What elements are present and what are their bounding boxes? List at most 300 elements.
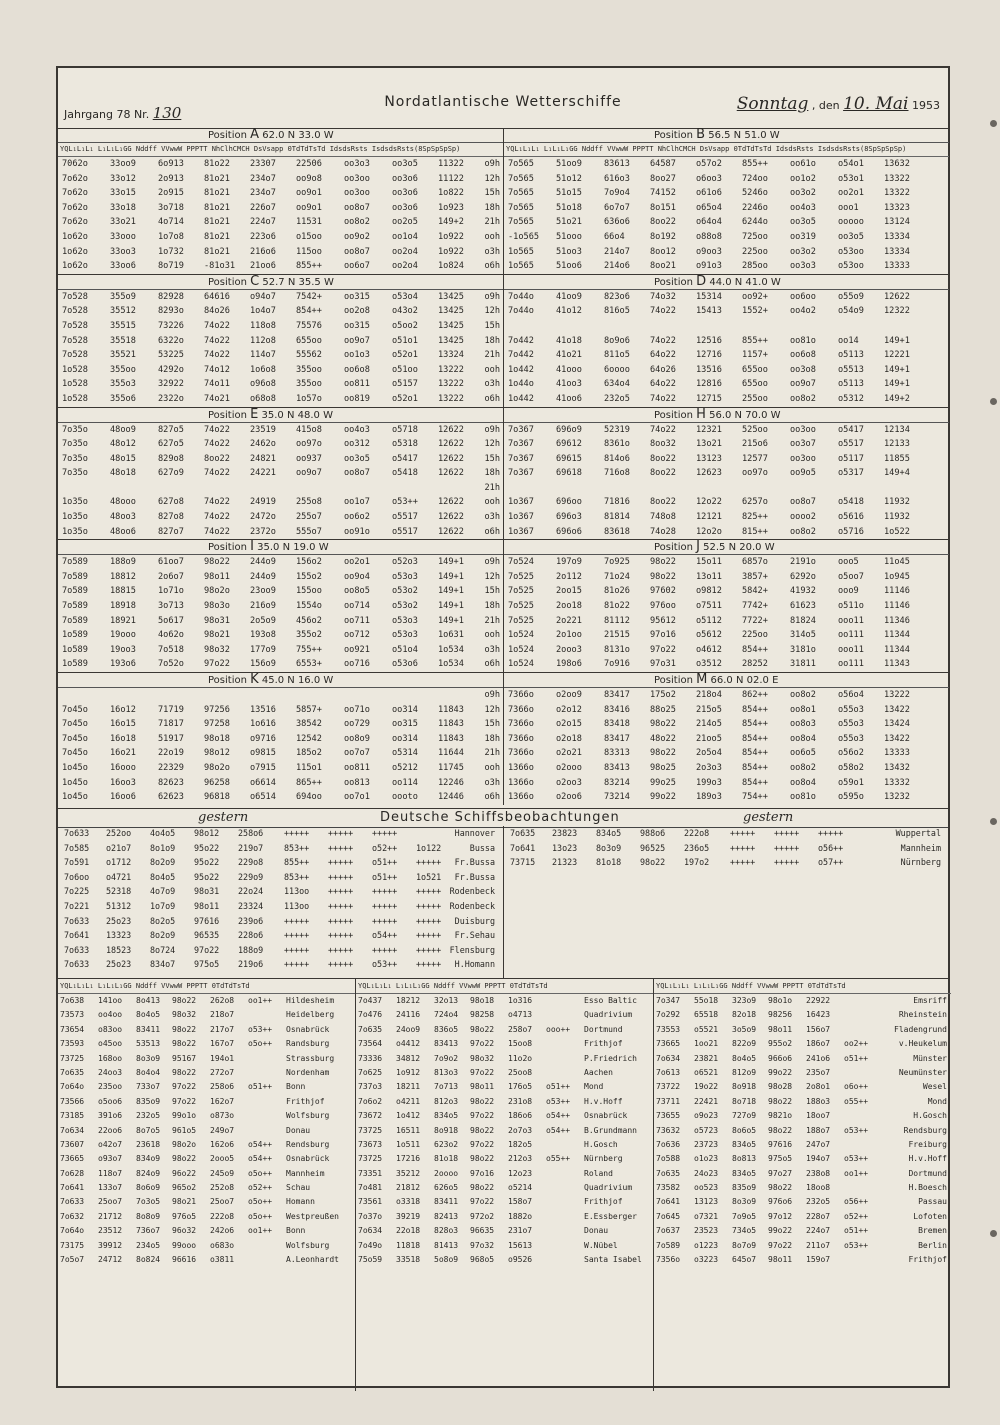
obs-cell: 24221 — [250, 468, 276, 479]
obs-cell: 7o565 — [508, 159, 534, 169]
obs-cell: 1o71o — [158, 586, 184, 597]
obs-cell: 24821 — [250, 453, 276, 464]
obs-cell: 7o62o — [62, 217, 88, 228]
report-cell: 8o6o9 — [136, 1183, 161, 1193]
obs-cell: oo319 — [790, 231, 816, 242]
report-cell: 97o16 — [470, 1168, 495, 1178]
obs-cell: 13425 — [438, 335, 464, 346]
obs-cell: 355o2 — [296, 630, 322, 641]
obs-cell: 12816 — [696, 379, 722, 390]
ds-cell: +++++ — [328, 828, 354, 838]
ship-name: Mannheim — [900, 842, 941, 853]
observation-row — [504, 599, 949, 614]
ds-cell: 18523 — [106, 944, 132, 955]
obs-cell: oo2o4 — [392, 261, 418, 272]
obs-cell: 13222 — [438, 364, 464, 375]
obs-cell: 48oo3 — [110, 512, 136, 523]
position-letter: J — [696, 539, 700, 555]
ship-name: H.v.Hoff — [908, 1154, 947, 1164]
ds-cell: 7o225 — [64, 886, 90, 897]
observation-row — [504, 157, 949, 172]
report-cell: 97o22 — [172, 1096, 197, 1106]
obs-cell: 8o151 — [650, 202, 676, 213]
ds-cell: +++++ — [372, 900, 398, 911]
observation-row — [504, 761, 949, 776]
report-cell: 7o633 — [60, 1197, 85, 1207]
obs-cell: 1o524 — [508, 644, 534, 655]
ds-cell: 21323 — [552, 857, 578, 868]
left-positions-column — [58, 128, 504, 805]
observation-row — [58, 790, 503, 805]
ship-report-row — [654, 1008, 951, 1022]
obs-cell: 13124 — [884, 217, 910, 228]
observation-row — [58, 688, 503, 703]
position-coords: 44.0 N 41.0 W — [709, 276, 781, 288]
obs-cell: o6614 — [250, 777, 276, 788]
obs-cell: 66o4 — [604, 231, 625, 242]
ds-cell: 96525 — [640, 842, 666, 853]
obs-cell: 725oo — [742, 231, 768, 242]
report-cell: 22421 — [694, 1096, 719, 1106]
report-cell: 218o7 — [210, 1010, 235, 1020]
obs-cell: 88o25 — [650, 704, 676, 715]
ship-report-row — [58, 1210, 355, 1224]
report-cell: 7o628 — [60, 1168, 85, 1178]
ship-name: B.Grundmann — [584, 1125, 637, 1135]
obs-cell: o7915 — [250, 762, 276, 773]
obs-cell: 41ooo — [556, 364, 582, 375]
obs-cell: 81o21 — [204, 173, 230, 184]
report-cell: 8o7o5 — [136, 1125, 161, 1135]
obs-cell: oo8o2 — [344, 217, 370, 228]
report-cell: 212o3 — [508, 1154, 533, 1164]
obs-cell: 1o528 — [62, 379, 88, 390]
obs-cell: 12622 — [438, 453, 464, 464]
report-cell: 73672 — [358, 1111, 383, 1121]
position-coords: 52.5 N 20.0 W — [703, 542, 775, 554]
obs-cell: 1o732 — [158, 246, 184, 257]
obs-cell: 7o45o — [62, 719, 88, 730]
obs-cell: 8o192 — [650, 231, 676, 242]
obs-cell: oo2o5 — [392, 217, 418, 228]
ship-name: Mond — [927, 1096, 947, 1106]
obs-cell: 48o22 — [650, 733, 676, 744]
report-cell: 812o3 — [434, 1096, 459, 1106]
obs-hour: 12h — [484, 704, 500, 715]
ds-section-header — [58, 808, 948, 828]
report-cell: 7o9o5 — [732, 1211, 757, 1221]
position-coords: 56.5 N 51.0 W — [708, 130, 780, 141]
ds-cell: +++++ — [730, 828, 756, 838]
observation-row — [504, 201, 949, 216]
obs-cell: 2o1oo — [556, 630, 582, 641]
obs-cell: 97o31 — [650, 659, 676, 670]
obs-cell: 51917 — [158, 733, 184, 744]
observation-row — [58, 157, 503, 172]
ds-cell: +++++ — [774, 828, 800, 838]
obs-cell: 12221 — [884, 350, 910, 361]
obs-cell: 1o534 — [438, 644, 464, 655]
obs-cell: 84o26 — [204, 306, 230, 317]
obs-cell: oo937 — [296, 453, 322, 464]
obs-cell: o7511 — [696, 601, 722, 612]
report-cell: 24116 — [396, 1010, 421, 1020]
ds-cell: +++++ — [284, 959, 310, 970]
obs-cell: 64o22 — [650, 379, 676, 390]
report-cell: 97o22 — [470, 1067, 495, 1077]
obs-cell: 13322 — [884, 188, 910, 199]
ds-cell: 8o1o9 — [150, 842, 176, 853]
report-cell: 234o5 — [136, 1240, 161, 1250]
obs-cell: 21515 — [604, 630, 630, 641]
obs-cell: 2o112 — [556, 571, 582, 582]
obs-cell: 35515 — [110, 320, 136, 331]
ds-cell: 229o8 — [238, 857, 264, 868]
obs-cell: 12446 — [438, 792, 464, 803]
ds-cell: o56++ — [818, 842, 844, 853]
obs-cell: 1o442 — [508, 364, 534, 375]
obs-cell: 11531 — [296, 217, 322, 228]
report-cell: 7o632 — [60, 1211, 85, 1221]
obs-cell: 13425 — [438, 291, 464, 302]
obs-cell: o6514 — [250, 792, 276, 803]
observation-row — [504, 703, 949, 718]
ship-name: Fr.Bussa — [454, 871, 495, 882]
ship-name: Osnabrück — [584, 1111, 628, 1121]
obs-cell: 3o718 — [158, 202, 184, 213]
report-cell: 7o635 — [60, 1067, 85, 1077]
ds-cell: +++++ — [328, 871, 354, 882]
ship-name: Fr.Sehau — [454, 930, 495, 941]
obs-cell: oo6oo — [790, 291, 816, 302]
ds-cell: 8o724 — [150, 944, 176, 955]
obs-cell: 3857+ — [742, 571, 768, 582]
report-cell: o873o — [210, 1111, 235, 1121]
obs-cell: 48o15 — [110, 453, 136, 464]
report-cell: 232o5 — [136, 1111, 161, 1121]
obs-cell: 2191o — [790, 557, 816, 568]
report-cell: 97o12 — [768, 1211, 793, 1221]
obs-cell: 1o6o8 — [250, 364, 276, 375]
obs-cell: o2o21 — [556, 748, 582, 759]
observation-row — [504, 555, 949, 570]
obs-cell: oo8o7 — [344, 202, 370, 213]
obs-cell: 7366o — [508, 748, 534, 759]
report-cell: 73185 — [60, 1111, 85, 1121]
obs-cell: 7o565 — [508, 188, 534, 199]
obs-cell: 2o221 — [556, 615, 582, 626]
obs-cell: 7o442 — [508, 350, 534, 361]
obs-hour: 15h — [484, 188, 500, 199]
report-cell: 1o316 — [508, 996, 533, 1005]
ds-cell: 975o5 — [194, 959, 220, 970]
report-cell: 73553 — [656, 1024, 681, 1034]
position-label — [58, 672, 503, 688]
position-letter: I — [250, 539, 254, 555]
obs-cell: oo315 — [344, 291, 370, 302]
ds-cell: 4o7o9 — [150, 886, 176, 897]
obs-cell: 74o22 — [650, 335, 676, 346]
obs-cell: 1o7o8 — [158, 231, 184, 242]
obs-cell: 7o589 — [62, 601, 88, 612]
report-cell: 34812 — [396, 1053, 421, 1063]
report-cell: 824o9 — [136, 1168, 161, 1178]
obs-cell: 21oo5 — [696, 733, 722, 744]
obs-cell: oo3o6 — [392, 202, 418, 213]
ds-cell: +++++ — [416, 944, 442, 955]
ship-name: Hildesheim — [286, 996, 335, 1005]
report-cell: 98258 — [470, 1010, 495, 1020]
obs-cell: 11843 — [438, 719, 464, 730]
obs-cell: o53o4 — [392, 291, 418, 302]
ship-report-row — [654, 1109, 951, 1123]
ship-report-row — [654, 1095, 951, 1109]
observation-row — [58, 348, 503, 363]
position-letter: M — [696, 672, 708, 687]
report-cell: 8o918 — [434, 1125, 459, 1135]
obs-cell: 1o62o — [62, 231, 88, 242]
ship-report-row — [654, 1124, 951, 1138]
obs-cell: oo8o2 — [790, 690, 816, 700]
observation-row — [58, 245, 503, 260]
ds-cell: 7o633 — [64, 915, 90, 926]
obs-cell: 74o32 — [650, 291, 676, 302]
obs-cell: o15oo — [296, 231, 322, 242]
obs-cell: 81o21 — [204, 202, 230, 213]
obs-cell: 74o22 — [204, 468, 230, 479]
obs-cell: oo2o8 — [344, 306, 370, 317]
observation-row — [58, 628, 503, 643]
obs-cell: 73226 — [158, 320, 184, 331]
report-cell: 24oo3 — [98, 1067, 123, 1077]
obs-cell: o2oo3 — [556, 777, 582, 788]
ship-name: Wesel — [922, 1082, 947, 1092]
report-cell: o683o — [210, 1240, 235, 1250]
den-label: , den — [811, 99, 840, 112]
obs-cell: 41oo6 — [556, 393, 582, 404]
observation-row — [504, 437, 949, 452]
report-cell: 98o2o — [172, 1139, 197, 1149]
obs-cell: oo4o2 — [790, 306, 816, 317]
obs-cell: 13424 — [884, 719, 910, 730]
obs-hour: o9h — [484, 690, 500, 700]
report-cell: 7o588 — [656, 1154, 681, 1164]
obs-cell: oo9o1 — [296, 188, 322, 199]
obs-cell: 7o525 — [508, 586, 534, 597]
observation-row — [58, 186, 503, 201]
report-cell: ooo++ — [546, 1024, 571, 1034]
ship-report-row — [356, 1138, 653, 1152]
ds-cell: 853++ — [284, 871, 310, 882]
report-cell: o54++ — [546, 1125, 571, 1135]
obs-cell: 6553+ — [296, 659, 322, 670]
obs-cell: oo97o — [296, 439, 322, 450]
obs-cell: o2o12 — [556, 704, 582, 715]
obs-cell: 81814 — [604, 512, 630, 523]
obs-cell: 7o62o — [62, 173, 88, 184]
obs-cell: 814o6 — [604, 453, 630, 464]
observation-row — [504, 230, 949, 245]
obs-cell: 51oo6 — [556, 261, 582, 272]
report-cell: 834o9 — [136, 1154, 161, 1164]
report-cell: 141oo — [98, 996, 123, 1005]
obs-cell: 149+1 — [438, 615, 464, 626]
obs-cell: 33oo6 — [110, 261, 136, 272]
observation-row — [58, 259, 503, 274]
report-cell: o55++ — [546, 1154, 571, 1164]
obs-cell: 62623 — [158, 792, 184, 803]
report-cell: 249o7 — [210, 1125, 235, 1135]
obs-cell: oo6o8 — [790, 350, 816, 361]
obs-cell: 214o5 — [696, 719, 722, 730]
obs-cell: 696oo — [556, 497, 582, 508]
report-cell: 272o7 — [210, 1067, 235, 1077]
obs-cell: o5314 — [392, 748, 418, 759]
obs-cell: 13425 — [438, 320, 464, 331]
observation-row — [504, 319, 949, 334]
ds-cell: 1o122 — [416, 842, 442, 853]
obs-cell: 112o8 — [250, 335, 276, 346]
ds-row — [504, 841, 949, 856]
obs-cell: oo6o8 — [344, 364, 370, 375]
obs-hour: 18h — [484, 202, 500, 213]
obs-cell: oo2o1 — [838, 188, 864, 199]
ship-name: Bussa — [469, 842, 495, 853]
report-cell: 7o64o — [60, 1082, 85, 1092]
obs-cell: 6857o — [742, 557, 768, 568]
ds-cell: +++++ — [372, 915, 398, 926]
ds-cell: 988o6 — [640, 828, 666, 838]
obs-cell: o53o3 — [392, 630, 418, 641]
obs-cell: 69615 — [556, 453, 582, 464]
obs-cell: 1o565 — [508, 261, 534, 272]
report-cell: 118o7 — [98, 1168, 123, 1178]
ds-cell: +++++ — [774, 857, 800, 868]
report-cell: 133o7 — [98, 1183, 123, 1193]
report-cell: 7o6o2 — [358, 1096, 383, 1106]
obs-cell: o56o2 — [838, 748, 864, 759]
obs-cell: 18921 — [110, 615, 136, 626]
ds-cell: +++++ — [372, 886, 398, 897]
report-cell: 961o5 — [172, 1125, 197, 1135]
report-cell: 99ooo — [172, 1240, 197, 1250]
report-cell: o53++ — [844, 1240, 869, 1250]
report-cell: 15oo8 — [508, 1039, 533, 1049]
obs-cell: 1o824 — [438, 261, 464, 272]
obs-cell: 33oo3 — [110, 246, 136, 257]
obs-cell: oo711 — [344, 615, 370, 626]
report-cell: 182o5 — [508, 1139, 533, 1149]
position-label — [58, 128, 503, 143]
report-cell: 98o22 — [172, 1039, 197, 1049]
obs-cell: 7o525 — [508, 615, 534, 626]
obs-cell: 7o45o — [62, 748, 88, 759]
obs-cell: 2oo15 — [556, 586, 582, 597]
obs-cell: o2o18 — [556, 733, 582, 744]
report-cell: 835o9 — [136, 1096, 161, 1106]
ds-cell: 23823 — [552, 828, 578, 838]
obs-cell: o53oo — [838, 261, 864, 272]
ship-name: H.v.Hoff — [584, 1096, 623, 1106]
ship-name: H.Gosch — [913, 1111, 947, 1121]
obs-cell: 6o913 — [158, 159, 184, 169]
obs-cell: 827o7 — [158, 526, 184, 537]
obs-cell: 1o442 — [508, 393, 534, 404]
obs-cell: oo921 — [344, 644, 370, 655]
ds-cell: +++++ — [328, 915, 354, 926]
obs-cell: o5113 — [838, 350, 864, 361]
report-cell: 7o64o — [60, 1226, 85, 1236]
obs-cell: o5517 — [838, 439, 864, 450]
obs-cell: oo3o3 — [344, 159, 370, 169]
report-cell: 18212 — [396, 996, 421, 1005]
obs-cell: 118o8 — [250, 320, 276, 331]
obs-cell: o511o — [838, 601, 864, 612]
ship-name: Nürnberg — [900, 857, 941, 868]
report-cell: 813o3 — [434, 1067, 459, 1077]
ds-cell: o57++ — [818, 857, 844, 868]
report-cell: 98o32 — [172, 1010, 197, 1020]
obs-cell: 8oo22 — [650, 468, 676, 479]
ship-name: Lofoten — [913, 1211, 947, 1221]
obs-cell: 1o565 — [508, 246, 534, 257]
report-cell: 99o1o — [172, 1111, 197, 1121]
obs-cell: oo97o — [742, 468, 768, 479]
obs-cell: 81o22 — [604, 601, 630, 612]
obs-hour: 15h — [484, 320, 500, 331]
report-cell: 834o5 — [732, 1168, 757, 1178]
ds-row — [58, 899, 503, 914]
report-cell: o51++ — [844, 1226, 869, 1236]
obs-cell: 198o6 — [556, 659, 582, 670]
report-cell: 21812 — [396, 1183, 421, 1193]
observation-row — [58, 215, 503, 230]
report-cell: 258o7 — [508, 1024, 533, 1034]
obs-cell: 149+1 — [438, 557, 464, 568]
obs-cell: 2o915 — [158, 188, 184, 199]
observation-row — [58, 732, 503, 747]
position-word: Position — [654, 542, 693, 554]
observation-row — [58, 657, 503, 672]
ship-report-row — [356, 1224, 653, 1238]
report-cell: o3811 — [210, 1255, 235, 1265]
report-cell: 1o912 — [396, 1067, 421, 1077]
obs-hour: o3h — [484, 644, 500, 655]
obs-cell: 1366o — [508, 792, 534, 803]
obs-cell: 23307 — [250, 159, 276, 169]
obs-cell: 216o9 — [250, 601, 276, 612]
obs-cell: 13323 — [884, 202, 910, 213]
report-cell: 18211 — [396, 1082, 421, 1092]
obs-cell: 12622 — [438, 439, 464, 450]
obs-cell: o54o1 — [838, 159, 864, 169]
ship-name: H.Homann — [454, 959, 495, 970]
obs-cell: oo9o1 — [296, 202, 322, 213]
obs-cell: oo6o2 — [344, 512, 370, 523]
ship-report-row — [58, 994, 355, 1008]
obs-cell: 1554o — [296, 601, 322, 612]
report-cell: 73336 — [358, 1053, 383, 1063]
observation-row — [504, 245, 949, 260]
ship-name: Bonn — [286, 1082, 306, 1092]
ship-name: Quadrivium — [584, 1183, 633, 1193]
obs-cell: 64616 — [204, 291, 230, 302]
report-cell: 7o634 — [60, 1125, 85, 1135]
obs-cell: 81824 — [790, 615, 816, 626]
obs-cell: 33oo9 — [110, 159, 136, 169]
ship-name: A.Leonhardt — [286, 1255, 339, 1265]
ds-cell: 7o641 — [510, 842, 536, 853]
